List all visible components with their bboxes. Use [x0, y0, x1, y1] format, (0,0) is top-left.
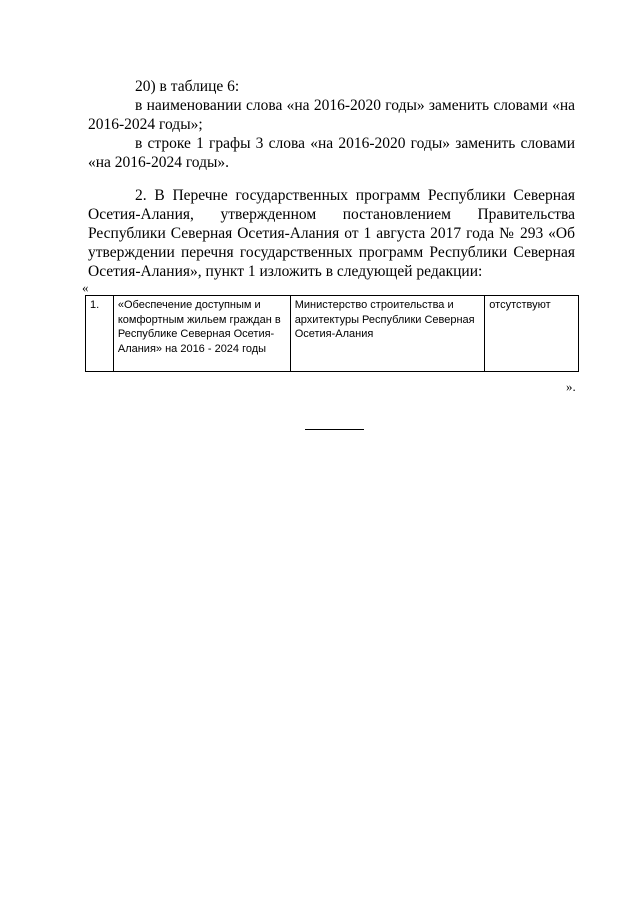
executor-cell: Министерство строительства и архитектуры Республики Северная Осетия-Алания: [290, 296, 485, 372]
paragraph-table6-heading: 20) в таблице 6:: [135, 78, 240, 95]
row-number-cell: 1.: [86, 296, 114, 372]
closing-quote: ».: [566, 379, 576, 394]
program-table: [85, 295, 579, 372]
opening-quote: «: [82, 280, 89, 295]
program-name-cell: «Обеспечение доступным и комфортным жильем граждан в Республике Северная Осетия-Алания» на 2016 - 2024 годы: [113, 296, 290, 372]
paragraph-name-change: в наименовании слова «на 2016-2020 годы» заменить словами «на 2016-2024 годы»;: [88, 97, 575, 133]
paragraph-program-list-change: 2. В Перечне государственных программ Республики Северная Осетия-Алания, утвержденном постановлением Правительства Республики Северная Осетия-Алания от 1 августа 2017 года № 293 «Об утверждении перечня государственных программ Республики Северная Осетия-Алания», пункт 1 изложить в следующей редакции:: [88, 187, 575, 280]
separator-line: [305, 429, 364, 430]
table-row: [86, 296, 579, 372]
subprograms-cell: отсутствуют: [485, 296, 579, 372]
paragraph-row1-change: в строке 1 графы 3 слова «на 2016-2020 годы» заменить словами «на 2016-2024 годы».: [88, 135, 575, 171]
